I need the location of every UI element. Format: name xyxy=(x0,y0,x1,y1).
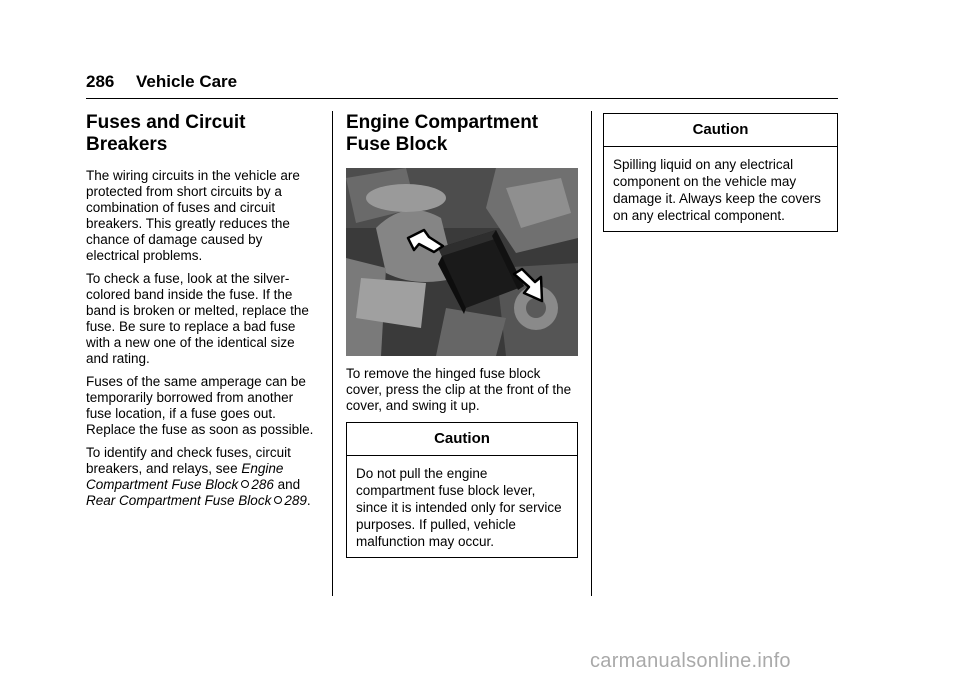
xref-rear-compartment-fuse-block[interactable]: Rear Compartment Fuse Block xyxy=(86,493,272,508)
caution-text: Spilling liquid on any electrical component on the vehicle may damage it. Always keep the covers on any electrical component. xyxy=(613,157,821,223)
caution-title: Caution xyxy=(347,423,577,456)
running-section-title: Vehicle Care xyxy=(136,72,238,91)
page-reference-icon xyxy=(274,496,282,504)
identify-end: . xyxy=(306,493,311,508)
section-heading-engine-fuse-block: Engine Compartment Fuse Block xyxy=(346,112,539,155)
identify-intro: To identify and check fuses, circuit breakers, and relays, see xyxy=(86,445,291,476)
page-header xyxy=(86,72,838,98)
column-2 xyxy=(346,108,578,558)
footer-watermark: carmanualsonline.info xyxy=(590,650,791,672)
caution-title: Caution xyxy=(604,114,837,147)
column-divider-2 xyxy=(591,111,592,596)
header-rule xyxy=(86,98,838,99)
page-reference-icon xyxy=(241,480,249,488)
paragraph-borrow-fuse: Fuses of the same amperage can be temporarily borrowed from another fuse location, if a fuse goes out. Replace the fuse as soon as possible. xyxy=(86,374,314,437)
xref-engine-compartment-fuse-block[interactable]: Engine Compartment Fuse Block xyxy=(86,461,284,492)
column-1 xyxy=(86,108,318,516)
paragraph-remove-cover: To remove the hinged fuse block cover, press the clip at the front of the cover, and swing it up. xyxy=(346,366,572,413)
xref-page-286[interactable]: 286 xyxy=(251,477,274,492)
paragraph-check-fuse: To check a fuse, look at the silver-colored band inside the fuse. If the band is broken or melted, replace the fuse. Be sure to replace a bad fuse with a new one of the identical size and rating. xyxy=(86,271,309,366)
column-divider-1 xyxy=(332,111,333,596)
identify-connector: and xyxy=(273,477,301,492)
xref-page-289[interactable]: 289 xyxy=(284,493,307,508)
paragraph-wiring-circuits: The wiring circuits in the vehicle are protected from short circuits by a combination of fuses and circuit breakers. This greatly reduces the chance of damage caused by electrical problems. xyxy=(86,168,300,263)
engine-fuse-block-photo xyxy=(346,168,578,356)
paragraph-identify-fuses xyxy=(86,445,318,509)
section-heading-fuses: Fuses and Circuit Breakers xyxy=(86,112,246,155)
page-number: 286 xyxy=(86,72,115,91)
column-3 xyxy=(603,108,838,232)
caution-text: Do not pull the engine compartment fuse block lever, since it is intended only for service purposes. If pulled, vehicle malfunction may occur. xyxy=(356,466,562,549)
caution-box-spilling-liquid xyxy=(603,113,838,232)
caution-box-fuse-lever xyxy=(346,422,578,558)
